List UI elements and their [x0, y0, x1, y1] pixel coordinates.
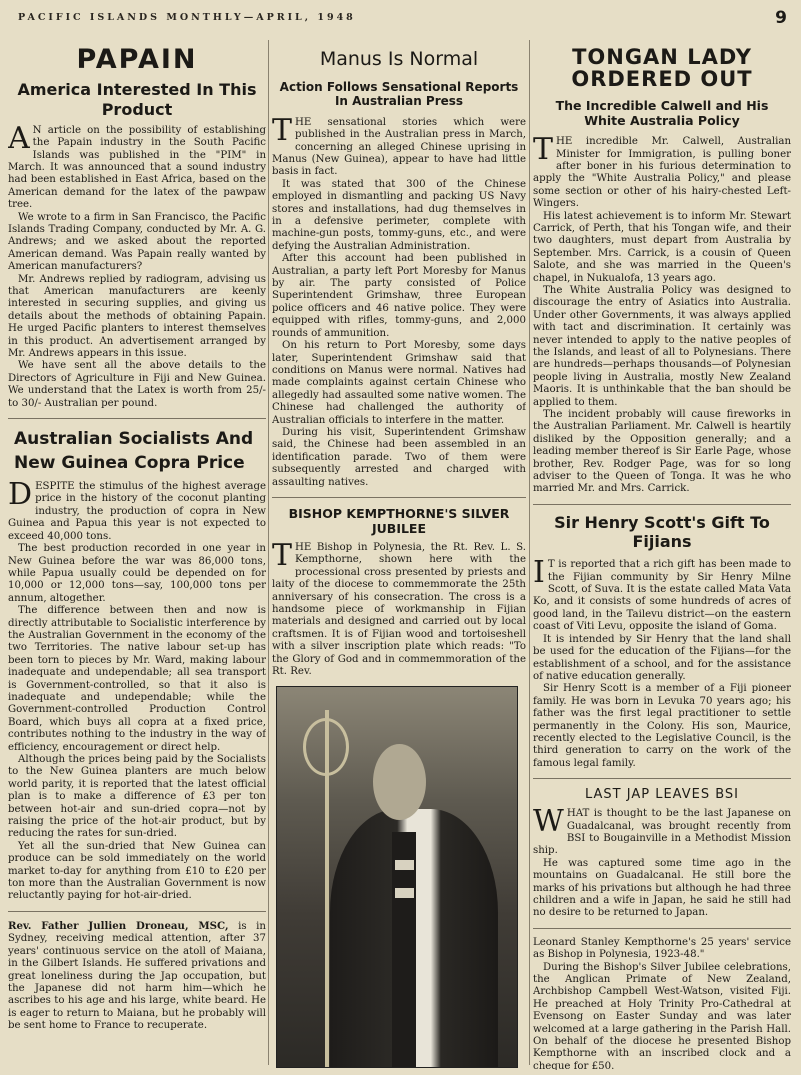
drop-cap: I [533, 555, 545, 591]
drop-cap: T [272, 112, 293, 148]
column-middle [272, 40, 526, 1070]
column-left [8, 40, 266, 1070]
article-subtitle: America Interested In This Product [17, 80, 257, 119]
article-title: Australian Socialists And New Guinea Copra Price [14, 429, 254, 474]
article-title: Sir Henry Scott's Gift To Fijians [554, 512, 770, 552]
running-header [10, 8, 791, 30]
divider [272, 497, 526, 498]
article-body [8, 477, 266, 903]
divider [533, 504, 791, 505]
article-title: BISHOP KEMPTHORNE'S SILVER JUBILEE [288, 505, 510, 536]
article-title: LAST JAP LEAVES BSI [584, 787, 739, 803]
drop-cap: D [8, 477, 33, 513]
paragraph: After this account had been published in Australian, a party left Port Moresby for Manus by air. The party consisted of Police Superintendent Grimshaw, three European police officers and 46 native police. They were equipped with rifles, tommy-guns, and 2,000 rounds of ammunition. [272, 253, 526, 339]
article-papain [8, 46, 266, 410]
paragraph: Mr. Andrews replied by radiogram, advising us that American manufacturers are keenly interested in securing supplies, and giving us details about the methods of obtaining Papain. He urged Pacific planters to interest themselves in this product. An advertisement arranged by Mr. Andrews appears in this issue. [8, 273, 266, 360]
paragraph: HE Bishop in Polynesia, the Rt. Rev. L. S. Kempthorne, shown here with the processional cross presented by priests and laity of the diocese to commemmorate the 25th anniversary of his consecration. The cross is a handsome piece of workmanship in Fijian materials and designed and carried out by local craftsmen. It is of Fijian wood and tortoiseshell with a silver inscription plate which reads: "To the Glory of God and in commemmoration of the Rt. Rev. [272, 541, 526, 678]
paragraph: During his visit, Superintendent Grimshaw said, the Chinese had been assembled in an identification parade. Two of them were subsequently arrested and charged with assaulting natives. [272, 426, 526, 488]
paragraph: The best production recorded in one year in New Guinea before the war was 86,000 tons, while Papua usually could be depended on for 10,000 or 12,000 tons—say, 100,000 tons per annum, altogether. [8, 543, 266, 604]
bishop-photo [276, 686, 518, 1068]
drop-cap: W [533, 804, 564, 840]
paragraph: is in Sydney, receiving medical attention, after 37 years' continuous service on the atoll of Maiana, in the Gilbert Islands. He suffered privations and great loneliness during the Jap occupation, but the Japanese did not harm him—which he ascribes to his age and his large, white beard. He is eager to return to Maiana, but he probably will be sent home to France to recuperate. [8, 920, 266, 1032]
paragraph: HAT is thought to be the last Japanese on Guadalcanal, was brought recently from BSI to Bougainville in a Methodist Mission ship. [533, 808, 791, 857]
paragraph: Although the prices being paid by the Socialists to the New Guinea planters are much below world parity, it is reported that the latest official plan is to make a difference of £3 per ton between hot-air and sun-dried copra—not by raising the price of the hot-air product, but by reducing the rates for sun-dried. [8, 754, 266, 840]
article-title: TONGAN LADY ORDERED OUT [571, 45, 753, 92]
drop-cap: T [272, 537, 293, 573]
article-subtitle: Action Follows Sensational Reports In Australian Press [279, 80, 519, 109]
paragraph: During the Bishop's Silver Jubilee celebrations, the Anglican Primate of New Zealand, Archbishop Campbell West-Watson, visited Fiji. He preached at Holy Trinity Pro-Cathedral at Evensong on Easter Sunday and was later welcomed at a large gathering in the Parish Hall. On behalf of the diocese he presented Bishop Kempthorne with an inscribed clock and a cheque for £50. [533, 961, 791, 1070]
page-number: 9 [775, 8, 787, 28]
article-body [533, 804, 791, 920]
column-rule [268, 40, 269, 1065]
paragraph: Leonard Stanley Kempthorne's 25 years' service as Bishop in Polynesia, 1923-48." [533, 936, 791, 961]
divider [533, 928, 791, 929]
article-title: PAPAIN [76, 44, 198, 75]
article-bishop-continued [533, 937, 791, 1070]
paragraph: He was captured some time ago in the mountains on Guadalcanal. He still bore the marks of his privations but although he had three children and a wife in Japan, he said he still had no desire to be returned to Japan. [533, 857, 791, 919]
paragraph: We have sent all the above details to the Directors of Agriculture in Fiji and New Guinea. We understand that the Latex is worth from 25/- to 30/- Australian per pound. [8, 360, 266, 409]
article-body [533, 555, 791, 770]
column-rule [529, 40, 530, 1065]
running-head-text: PACIFIC ISLANDS MONTHLY—APRIL, 1948 [18, 12, 356, 23]
article-manus [272, 48, 526, 489]
paragraph: ESPITE the stimulus of the highest average price in the history of the coconut planting industry, the production of copra in New Guinea and Papua this year is not expected to exceed 40,000 tons. [8, 481, 266, 542]
lead-text: Rev. Father Jullien Droneau, MSC, [8, 919, 229, 932]
paragraph: The White Australia Policy was designed to discourage the entry of Asiatics into Australia. Under other Governments, it was always applied with tact and discrimination. It certainly was never intended to apply to the native peoples of the Islands, and least of all to Polynesians. There are hundreds—perhaps thousands—of Polynesian people living in Australia, mostly New Zealand Maoris. It is unthinkable that the ban should be applied to them. [533, 284, 791, 408]
paragraph: The incident probably will cause fireworks in the Australian Parliament. Mr. Calwell is heartily disliked by the Opposition generally; and a leading member thereof is Sir Earle Page, whose brother, Rev. Rodger Page, was for so long adviser to the Queen of Tonga. It was he who married Mr. and Mrs. Carrick. [533, 409, 791, 495]
paragraph: It was stated that 300 of the Chinese employed in dismantling and packing US Navy stores and installations, had dug themselves in in a defensive perimeter, complete with machine-gun posts, tommy-guns, etc., and were defying the Australian Administration. [272, 178, 526, 252]
column-right [533, 40, 791, 1070]
article-droneau [8, 920, 266, 1033]
article-body [272, 112, 526, 489]
article-bishop [272, 506, 526, 1068]
article-body [272, 537, 526, 678]
article-last-jap [533, 787, 791, 920]
paragraph: We wrote to a firm in San Francisco, the Pacific Islands Trading Company, conducted by Mr. A. G. Andrews; and we asked about the reported American demand. Was Papain really wanted by American manufacturers? [8, 211, 266, 273]
article-tonga [533, 46, 791, 496]
article-copra [8, 427, 266, 903]
drop-cap: T [533, 132, 554, 168]
divider [533, 778, 791, 779]
paragraph: His latest achievement is to inform Mr. Stewart Carrick, of Perth, that his Tongan wife, and their two daughters, must depart from Australia by September. Mrs. Carrick, is a cousin of Queen Salote, and she was married in the Queen's chapel, in Nukualofa, 13 years ago. [533, 210, 791, 284]
paragraph: Yet all the sun-dried that New Guinea can produce can be sold immediately on the world market to-day for anything from £10 to £20 per ton more than the Australian Government is now reluctantly paying for hot-air-dried. [8, 840, 266, 902]
article-title: Manus Is Normal [319, 48, 479, 70]
paragraph: N article on the possibility of establishing the Papain industry in the South Pacific Islands was published in the "PIM" in March. It was announced that a sound industry had been established in East Africa, based on the American demand for the latex of the pawpaw tree. [8, 124, 266, 211]
paragraph: On his return to Port Moresby, some days later, Superintendent Grimshaw said that conditions on Manus were normal. Natives had made complaints against certain Chinese who allegedly had assaulted some native women. The Chinese had challenged the authority of Australian officials to interfere in the matter. [272, 340, 526, 426]
article-scott [533, 513, 791, 770]
divider [8, 911, 266, 912]
paragraph: It is intended by Sir Henry that the land shall be used for the education of the Fijians—for the establishment of a school, and for the assistance of native education generally. [533, 633, 791, 682]
article-subtitle: The Incredible Calwell and His White Australia Policy [555, 98, 769, 129]
paragraph: HE incredible Mr. Calwell, Australian Minister for Immigration, is pulling boner after boner in his furious determination to apply the "White Australia Policy," and please some section or other of his hairy-chested Left-Wingers. [533, 136, 791, 210]
article-body [533, 132, 791, 496]
paragraph: The difference between then and now is directly attributable to Socialistic interference by the Australian Government in the economy of the two Territories. The native labour set-up has been torn to pieces by Mr. Ward, making labour inadequate and undependable; all sea transport is Government-controlled, so that it also is inadequate and undependable; while the Government-controlled Production Control Board, which buys all copra at a fixed price, contributes nothing to the industry in the way of efficiency, encouragement or direct help. [8, 605, 266, 753]
drop-cap: A [8, 120, 30, 156]
paragraph: HE sensational stories which were published in the Australian press in March, concerning an alleged Chinese uprising in Manus (New Guinea), appear to have had little basis in fact. [272, 116, 526, 178]
article-body [8, 120, 266, 410]
paragraph: Sir Henry Scott is a member of a Fiji pioneer family. He was born in Levuka 70 years ago; his father was the first legal practitioner to settle permanently in the Colony. His son, Maurice, recently elected to the Legislative Council, is the third generation to carry on the work of the famous legal family. [533, 683, 791, 769]
paragraph: T is reported that a rich gift has been made to the Fijian community by Sir Henry Milne Scott, of Suva. It is the estate called Mata Vata Ko, and it consists of some hundreds of acres of good land, in the Tailevu district—on the eastern coast of Viti Levu, opposite the island of Goma. [533, 559, 791, 633]
divider [8, 418, 266, 419]
